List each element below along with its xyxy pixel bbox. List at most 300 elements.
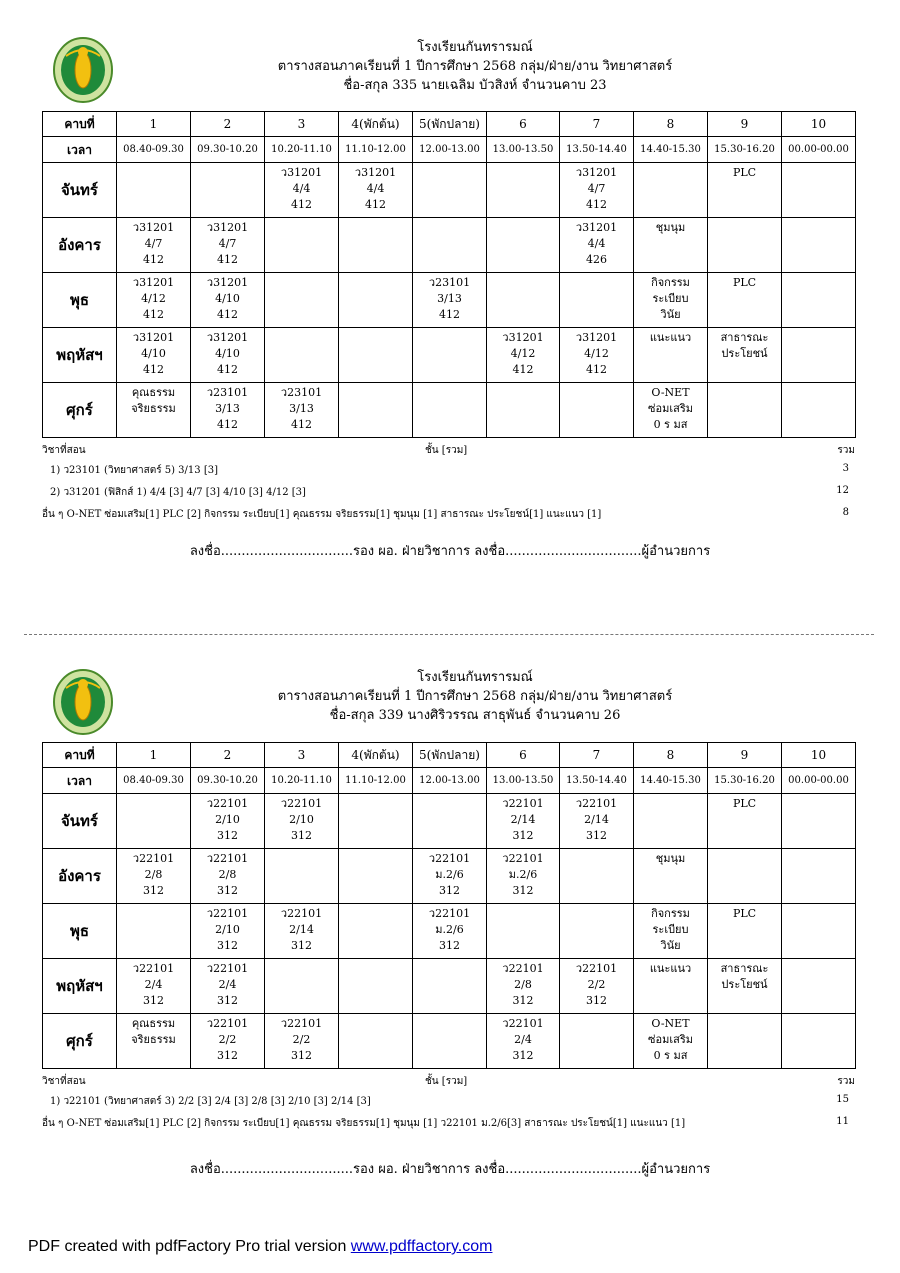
period-number: 6 [487, 112, 560, 137]
cell-line: 4/4 [587, 237, 606, 250]
cell-line: ว31201 [280, 166, 323, 179]
cell-line: 4/10 [215, 292, 240, 305]
time-row [43, 137, 856, 163]
schedule-cell [487, 1014, 560, 1069]
cell-line: 4/10 [141, 347, 166, 360]
schedule-cell [634, 959, 708, 1014]
cell-line: 2/14 [584, 813, 609, 826]
cell-line: ชุมนุม [655, 852, 686, 865]
cell-line: ชุมนุม [655, 221, 686, 234]
cell-line: ซ่อมเสริม [648, 1033, 693, 1046]
cell-line: 312 [586, 829, 607, 842]
schedule-cell [265, 904, 339, 959]
cell-line: ว22101 [206, 852, 249, 865]
schedule-cell [560, 794, 634, 849]
period-number: 10 [782, 743, 856, 768]
schedule-cell [487, 959, 560, 1014]
schedule-cell [117, 163, 191, 218]
schedule-cell [782, 328, 856, 383]
cell-line: PLC [732, 166, 757, 179]
summary-header [42, 443, 855, 458]
day-row [43, 1014, 856, 1069]
schedule-cell [265, 794, 339, 849]
teacher-line: ชื่อ-สกุล 335 นายเฉลิม บัวสิงห์ จำนวนคาบ 23 [343, 78, 607, 93]
period-number: 4(พักต้น) [339, 112, 413, 137]
cell-line: 2/4 [514, 1033, 532, 1046]
schedule-cell [560, 959, 634, 1014]
cell-line: 312 [217, 829, 238, 842]
summary-total: 11 [836, 1116, 849, 1127]
schedule-cell [413, 218, 487, 273]
cell-line: PLC [732, 797, 757, 810]
cell-line: ว22101 [280, 797, 323, 810]
schedule-cell [634, 383, 708, 438]
schedule-cell [413, 849, 487, 904]
cell-line: ม.2/6 [435, 923, 464, 936]
cell-line: 3/13 [289, 402, 314, 415]
schedule-cell [339, 328, 413, 383]
schedule-cell [265, 383, 339, 438]
school-logo-icon [52, 668, 114, 736]
period-number: 5(พักปลาย) [413, 743, 487, 768]
cell-line: 2/2 [218, 1033, 237, 1046]
footer-link[interactable]: www.pdffactory.com [350, 1238, 493, 1255]
day-row [43, 794, 856, 849]
cell-line: ว22101 [206, 962, 249, 975]
time-slot: 14.40-15.30 [634, 768, 708, 794]
schedule-header [120, 38, 830, 95]
day-name: พุธ [43, 273, 117, 328]
signature-line: ลงชื่อ................................รอง ผอ. ฝ่ายวิชาการ ลงชื่อ.................................ผู้อำนวยการ [189, 1162, 711, 1177]
schedule-cell [191, 218, 265, 273]
cell-line: สาธารณะ [720, 331, 769, 344]
schedule-cell [782, 959, 856, 1014]
period-number: 4(พักต้น) [339, 743, 413, 768]
schedule-cell [708, 959, 782, 1014]
schedule-cell [560, 328, 634, 383]
cell-line: 312 [291, 1049, 312, 1062]
cell-line: 312 [217, 939, 238, 952]
period-number: 5(พักปลาย) [413, 112, 487, 137]
schedule-cell [265, 273, 339, 328]
day-name: พุธ [43, 904, 117, 959]
cell-line: ว23101 [280, 386, 323, 399]
time-slot: 13.00-13.50 [487, 137, 560, 163]
schedule-cell [782, 849, 856, 904]
cell-line: 312 [291, 939, 312, 952]
schedule-cell [634, 794, 708, 849]
timetable [42, 111, 856, 438]
signature-line: ลงชื่อ................................รอง ผอ. ฝ่ายวิชาการ ลงชื่อ.................................ผู้อำนวยการ [189, 544, 711, 559]
cell-line: ว22101 [575, 797, 618, 810]
schedule-cell [708, 1014, 782, 1069]
timetable [42, 742, 856, 1069]
period-number: 10 [782, 112, 856, 137]
schedule-cell [339, 1014, 413, 1069]
cell-line: 312 [439, 884, 460, 897]
cell-line: 412 [512, 363, 534, 376]
schedule-cell [487, 383, 560, 438]
pdf-footer [28, 1238, 492, 1256]
schedule-cell [708, 904, 782, 959]
summary-row [42, 485, 855, 500]
cell-line: PLC [732, 907, 757, 920]
cell-line: ว31201 [575, 221, 618, 234]
schedule-cell [191, 904, 265, 959]
school-logo-icon [52, 36, 114, 104]
schedule-cell [634, 904, 708, 959]
schedule-cell [191, 794, 265, 849]
time-slot: 10.20-11.10 [265, 768, 339, 794]
summary-text: 2) ว31201 (ฟิสิกส์ 1) 4/4 [3] 4/7 [3] 4/10 [3] 4/12 [3] [50, 487, 306, 498]
period-number: 1 [117, 743, 191, 768]
schedule-cell [487, 328, 560, 383]
cell-line: ระเบียบ [652, 292, 689, 305]
schedule-cell [708, 328, 782, 383]
cell-line: กิจกรรม [651, 276, 690, 289]
cell-line: 0 ร มส [653, 418, 688, 431]
schedule-cell [191, 1014, 265, 1069]
cell-line: ว31201 [502, 331, 544, 344]
schedule-cell [339, 959, 413, 1014]
schedule-cell [634, 1014, 708, 1069]
time-label: เวลา [43, 768, 117, 794]
cell-line: ประโยชน์ [721, 978, 768, 991]
schedule-cell [191, 273, 265, 328]
day-row [43, 328, 856, 383]
time-slot: 13.00-13.50 [487, 768, 560, 794]
schedule-cell [117, 904, 191, 959]
schedule-cell [339, 383, 413, 438]
cell-line: 412 [291, 198, 312, 211]
schedule-cell [782, 904, 856, 959]
cell-line: คุณธรรม [131, 1017, 176, 1030]
summary-total-label: รวม [837, 445, 855, 456]
cell-line: 312 [512, 1049, 534, 1062]
cell-line: ว31201 [132, 331, 175, 344]
cell-line: 412 [586, 198, 607, 211]
time-slot: 09.30-10.20 [191, 137, 265, 163]
schedule-cell [339, 273, 413, 328]
schedule-cell [782, 1014, 856, 1069]
day-name: ศุกร์ [43, 383, 117, 438]
schedule-cell [708, 163, 782, 218]
day-name: อังคาร [43, 218, 117, 273]
day-row [43, 849, 856, 904]
cell-line: ว22101 [206, 797, 249, 810]
cell-line: 412 [217, 253, 238, 266]
schedule-cell [117, 849, 191, 904]
schedule-cell [782, 163, 856, 218]
schedule-cell [413, 904, 487, 959]
school-name: โรงเรียนกันทรารมณ์ [417, 40, 533, 55]
schedule-cell [191, 328, 265, 383]
schedule-cell [634, 273, 708, 328]
summary-row [42, 463, 855, 478]
time-slot: 08.40-09.30 [117, 137, 191, 163]
cell-line: 2/14 [510, 813, 536, 826]
schedule-cell [782, 273, 856, 328]
schedule-cell [339, 904, 413, 959]
summary-total: 8 [842, 507, 849, 518]
schedule-cell [191, 163, 265, 218]
cell-line: ว31201 [132, 276, 175, 289]
time-slot: 00.00-00.00 [782, 768, 856, 794]
cell-line: แนะแนว [649, 962, 692, 975]
cell-line: ว22101 [502, 962, 544, 975]
schedule-cell [339, 794, 413, 849]
cell-line: 4/12 [141, 292, 166, 305]
schedule-cell [560, 218, 634, 273]
period-number: 9 [708, 743, 782, 768]
schedule-cell [560, 273, 634, 328]
schedule-cell [413, 273, 487, 328]
term-line: ตารางสอนภาคเรียนที่ 1 ปีการศึกษา 2568 กลุ่ม/ฝ่าย/งาน วิทยาศาสตร์ [277, 689, 673, 704]
schedule-cell [413, 328, 487, 383]
time-slot: 08.40-09.30 [117, 768, 191, 794]
cell-line: ว31201 [132, 221, 175, 234]
schedule-cell [117, 794, 191, 849]
time-slot: 00.00-00.00 [782, 137, 856, 163]
schedule-cell [708, 273, 782, 328]
time-slot: 10.20-11.10 [265, 137, 339, 163]
period-number: 3 [265, 112, 339, 137]
cell-line: แนะแนว [649, 331, 692, 344]
cell-line: ว22101 [428, 852, 471, 865]
schedule-cell [265, 328, 339, 383]
period-number: 2 [191, 112, 265, 137]
schedule-cell [191, 959, 265, 1014]
period-header-row [43, 112, 856, 137]
cell-line: ว22101 [575, 962, 618, 975]
cell-line: จริยธรรม [131, 402, 176, 415]
cell-line: 4/4 [292, 182, 311, 195]
schedule-cell [117, 1014, 191, 1069]
cell-line: 2/10 [215, 813, 240, 826]
schedule-cell [117, 383, 191, 438]
time-slot: 15.30-16.20 [708, 768, 782, 794]
cell-line: ระเบียบ [652, 923, 689, 936]
schedule-cell [634, 163, 708, 218]
schedule-cell [487, 794, 560, 849]
schedule-cell [560, 904, 634, 959]
cell-line: สาธารณะ [720, 962, 769, 975]
day-name: อังคาร [43, 849, 117, 904]
summary-text: 1) ว23101 (วิทยาศาสตร์ 5) 3/13 [3] [50, 465, 218, 476]
schedule-cell [265, 163, 339, 218]
cell-line: 412 [291, 418, 312, 431]
schedule-cell [413, 959, 487, 1014]
schedule-cell [413, 163, 487, 218]
cell-line: กิจกรรม [651, 907, 690, 920]
schedule-cell [413, 383, 487, 438]
cell-line: 312 [143, 994, 164, 1007]
cell-line: ว31201 [206, 276, 249, 289]
summary-class-label: ชั้น [รวม] [425, 445, 468, 456]
cell-line: คุณธรรม [131, 386, 176, 399]
cell-line: ซ่อมเสริม [648, 402, 693, 415]
schedule-cell [117, 328, 191, 383]
schedule-header [120, 668, 830, 725]
summary-total: 12 [836, 485, 849, 496]
schedule-cell [117, 218, 191, 273]
cell-line: ว22101 [502, 1017, 544, 1030]
cell-line: ว31201 [206, 331, 249, 344]
schedule-cell [708, 218, 782, 273]
schedule-cell [634, 328, 708, 383]
footer-text: PDF created with pdfFactory Pro trial version [28, 1238, 351, 1255]
period-number: 2 [191, 743, 265, 768]
cell-line: ว22101 [132, 962, 175, 975]
summary-total-label: รวม [837, 1076, 855, 1087]
day-name: พฤหัสฯ [43, 959, 117, 1014]
day-name: จันทร์ [43, 794, 117, 849]
period-number: 8 [634, 743, 708, 768]
cell-line: ว22101 [280, 907, 323, 920]
schedule-cell [708, 794, 782, 849]
cell-line: ว22101 [502, 797, 544, 810]
summary-total: 3 [842, 463, 849, 474]
cell-line: 412 [365, 198, 386, 211]
cell-line: ว22101 [206, 907, 249, 920]
period-number: 7 [560, 743, 634, 768]
cell-line: ว22101 [428, 907, 471, 920]
schedule-cell [560, 849, 634, 904]
cell-line: 2/10 [215, 923, 240, 936]
time-slot: 13.50-14.40 [560, 137, 634, 163]
cell-line: จริยธรรม [131, 1033, 176, 1046]
schedule-cell [191, 383, 265, 438]
cell-line: ว31201 [206, 221, 249, 234]
period-number: 3 [265, 743, 339, 768]
cell-line: 0 ร มส [653, 1049, 688, 1062]
time-label: เวลา [43, 137, 117, 163]
cell-line: 2/4 [218, 978, 237, 991]
cell-line: 3/13 [215, 402, 240, 415]
cell-line: ว22101 [132, 852, 175, 865]
cell-line: ม.2/6 [435, 868, 464, 881]
cell-line: 2/14 [289, 923, 314, 936]
summary-row [42, 1116, 855, 1131]
schedule-cell [487, 163, 560, 218]
cell-line: 4/7 [587, 182, 606, 195]
summary-subject-label: วิชาที่สอน [42, 1076, 86, 1087]
schedule-cell [339, 218, 413, 273]
schedule-cell [487, 849, 560, 904]
cell-line: 3/13 [437, 292, 462, 305]
time-row [43, 768, 856, 794]
term-line: ตารางสอนภาคเรียนที่ 1 ปีการศึกษา 2568 กลุ่ม/ฝ่าย/งาน วิทยาศาสตร์ [277, 59, 673, 74]
cell-line: 312 [512, 884, 534, 897]
cell-line: 2/8 [514, 978, 532, 991]
period-number: 6 [487, 743, 560, 768]
schedule-cell [782, 794, 856, 849]
schedule-cell [117, 959, 191, 1014]
summary-class-label: ชั้น [รวม] [425, 1076, 468, 1087]
cell-line: 412 [217, 308, 238, 321]
schedule-cell [560, 1014, 634, 1069]
time-slot: 09.30-10.20 [191, 768, 265, 794]
cell-line: ว23101 [206, 386, 249, 399]
cell-line: วินัย [660, 308, 681, 321]
summary-header [42, 1074, 855, 1089]
period-header-row [43, 743, 856, 768]
period-label: คาบที่ [43, 743, 117, 768]
schedule-cell [265, 959, 339, 1014]
cell-line: 2/2 [292, 1033, 311, 1046]
cell-line: ว31201 [354, 166, 397, 179]
cell-line: 412 [143, 253, 164, 266]
summary-row [42, 1094, 855, 1109]
cell-line: 412 [143, 308, 164, 321]
cell-line: 4/12 [584, 347, 609, 360]
schedule-cell [708, 849, 782, 904]
schedule-cell [634, 218, 708, 273]
day-row [43, 959, 856, 1014]
cell-line: 2/8 [218, 868, 237, 881]
cell-line: O-NET [651, 386, 690, 399]
cell-line: ว22101 [206, 1017, 249, 1030]
schedule-cell [413, 794, 487, 849]
schedule-cell [413, 1014, 487, 1069]
summary-total: 15 [836, 1094, 849, 1105]
cell-line: 312 [512, 994, 534, 1007]
time-slot: 11.10-12.00 [339, 137, 413, 163]
time-slot: 12.00-13.00 [413, 137, 487, 163]
cell-line: 412 [217, 363, 238, 376]
time-slot: 11.10-12.00 [339, 768, 413, 794]
summary-text: อื่น ๆ O-NET ซ่อมเสริม[1] PLC [2] กิจกรรม ระเบียบ[1] คุณธรรม จริยธรรม[1] ชุมนุม [1] สาธารณะ ประโยชน์[1] แนะแนว [1] [42, 509, 602, 520]
summary-text: 1) ว22101 (วิทยาศาสตร์ 3) 2/2 [3] 2/4 [3] 2/8 [3] 2/10 [3] 2/14 [3] [50, 1096, 371, 1107]
cell-line: 4/7 [144, 237, 163, 250]
cell-line: ว22101 [280, 1017, 323, 1030]
cell-line: 312 [439, 939, 460, 952]
cell-line: 4/7 [218, 237, 237, 250]
time-slot: 14.40-15.30 [634, 137, 708, 163]
cell-line: ม.2/6 [508, 868, 538, 881]
period-number: 7 [560, 112, 634, 137]
school-name: โรงเรียนกันทรารมณ์ [417, 670, 533, 685]
day-row [43, 904, 856, 959]
schedule-cell [117, 273, 191, 328]
cell-line: 412 [143, 363, 164, 376]
schedule-cell [560, 163, 634, 218]
schedule-cell [265, 849, 339, 904]
schedule-cell [634, 849, 708, 904]
cell-line: 312 [217, 994, 238, 1007]
cell-line: 4/4 [366, 182, 385, 195]
time-slot: 15.30-16.20 [708, 137, 782, 163]
schedule-cell [782, 218, 856, 273]
cell-line: ประโยชน์ [721, 347, 768, 360]
cell-line: 312 [217, 884, 238, 897]
cell-line: วินัย [660, 939, 681, 952]
cell-line: ว23101 [428, 276, 471, 289]
summary-row [42, 507, 855, 522]
cell-line: 4/10 [215, 347, 240, 360]
day-name: จันทร์ [43, 163, 117, 218]
cell-line: 412 [439, 308, 460, 321]
period-number: 8 [634, 112, 708, 137]
cell-line: 2/8 [144, 868, 163, 881]
teacher-line: ชื่อ-สกุล 339 นางศิริวรรณ สาธุพันธ์ จำนวนคาบ 26 [329, 708, 621, 723]
period-label: คาบที่ [43, 112, 117, 137]
cell-line: 312 [291, 829, 312, 842]
day-row [43, 218, 856, 273]
schedule-cell [265, 1014, 339, 1069]
summary-subject-label: วิชาที่สอน [42, 445, 86, 456]
schedule-cell [265, 218, 339, 273]
